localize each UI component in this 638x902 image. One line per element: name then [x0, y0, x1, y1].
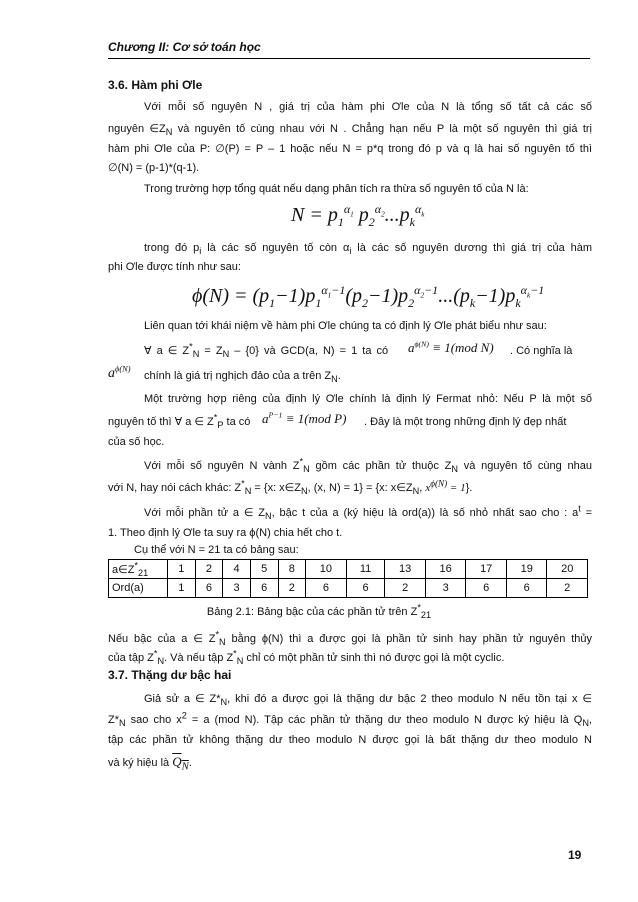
table-cell: 11 — [346, 560, 385, 579]
table-cell: 2 — [195, 560, 223, 579]
table-cell: 10 — [306, 560, 347, 579]
paragraph-line: Cụ thể với N = 21 ta có bảng sau: — [134, 544, 299, 556]
order-table — [108, 559, 588, 598]
paragraph-line: nguyên tố thì ∀ a ∈ $Z^*_P$ ta có — [108, 412, 251, 431]
paragraph-line: Với mỗi số nguyên N vành $Z^*_N$ gồm các phần tử thuộc $Z_N$ và nguyên tố cùng nhau — [144, 456, 593, 475]
header-rule — [108, 58, 590, 59]
table-cell: 3 — [425, 579, 466, 598]
running-header: Chương II: Cơ sở toán học — [108, 40, 261, 54]
paragraph-line: tập các phần tử không thặng dư theo modulo N được gọi là bất thặng dư theo modulo N — [108, 734, 592, 746]
table-cell: 6 — [250, 579, 278, 598]
table-cell: 1 — [168, 579, 196, 598]
paragraph-line: $Z*_N$ sao cho $x^2 = a$ (mod N). Tập các phần tử thặng dư theo modulo N được ký hiệu là $Q_N$, — [108, 710, 593, 729]
paragraph-line: ∀ a ∈ $Z^*_N = Z_N - \{0\}$ và GCD(a, N) = 1 ta có — [144, 341, 389, 360]
table-cell: 17 — [466, 560, 507, 579]
formula-fermat: $a^{P-1} \equiv 1(mod$ P) — [262, 410, 347, 426]
paragraph-line: Giả sử a ∈ $Z*_N$, khi đó a được gọi là thặng dư bậc 2 theo modulo N nếu tồn tại x ∈ — [144, 693, 592, 708]
paragraph-line: của số học. — [108, 436, 165, 448]
paragraph-line: 1. Theo định lý Ơle ta suy ra ϕ(N) chia hết cho t. — [108, 527, 343, 539]
table-row — [109, 579, 588, 598]
paragraph-line: phi Ơle được tính như sau: — [108, 261, 241, 273]
paragraph-line: ∅(N) = (p-1)*(q-1). — [108, 162, 200, 174]
table-cell: 6 — [466, 579, 507, 598]
table-cell: 20 — [547, 560, 588, 579]
table-caption: Bảng 2.1: Bảng bậc của các phần tử trên $Z^*_{21}$ — [206, 602, 432, 621]
table-cell: 13 — [385, 560, 426, 579]
table-row — [109, 560, 588, 579]
formula-phi: $\phi(N) = (p_1-1)p_1^{\alpha_1-1}(p_2-1)p_2^{\alpha_2-1}...(p_k-1)p_k^{\alpha_k-1}$ — [192, 283, 545, 310]
formula-euler: $a^{\phi(N)} \equiv 1(mod$ N) — [408, 339, 494, 355]
paragraph-line: Với mỗi phần tử a ∈ $Z_N$, bậc t của a (ký hiệu là ord(a)) là số nhỏ nhất sao cho : $a^t$ = — [144, 503, 592, 522]
table-row-label: Ord(a) — [109, 579, 168, 598]
table-cell: 6 — [346, 579, 385, 598]
table-cell: 4 — [223, 560, 251, 579]
table-cell: 5 — [250, 560, 278, 579]
paragraph-line: Với mỗi số nguyên N , giá trị của hàm phi Ơle của N là tổng số tất cả các số — [144, 101, 592, 113]
page-number: 19 — [568, 848, 582, 862]
paragraph-line: Liên quan tới khái niệm về hàm phi Ơle chúng ta có định lý Ơle phát biểu như sau: — [144, 320, 547, 332]
paragraph-line: hàm phi Ơle của P: ∅(P) = P – 1 hoặc nếu N = p*q trong đó p và q là hai số nguyên tố thì — [108, 143, 592, 155]
table-cell: 19 — [506, 560, 547, 579]
table-cell: 16 — [425, 560, 466, 579]
table-cell: 2 — [547, 579, 588, 598]
section-heading-3-6: 3.6. Hàm phi Ơle — [108, 78, 203, 92]
paragraph-line: và ký hiệu là $Q_N$. — [108, 754, 192, 773]
table-cell: 2 — [278, 579, 306, 598]
table-cell: 3 — [223, 579, 251, 598]
formula-inverse: $a^{\phi(N)}$ — [108, 364, 131, 381]
paragraph-line: . Đây là một trong những định lý đẹp nhất — [364, 416, 567, 428]
section-heading-3-7: 3.7. Thặng dư bậc hai — [108, 668, 232, 682]
formula-qbar: $Q_N$ — [172, 754, 189, 773]
paragraph-line: trong đó $p_i$ là các số nguyên tố còn $\alpha_i$ là các số nguyên dương thì giá trị của hàm — [144, 242, 592, 257]
paragraph-line: nguyên $\in Z_N$ và nguyên tố cùng nhau với N . Chẳng hạn nếu P là một số nguyên thì giá trị — [108, 123, 592, 138]
paragraph-line: chính là giá trị nghịch đảo của a trên $Z_N$. — [144, 370, 341, 385]
table-cell: 6 — [306, 579, 347, 598]
paragraph-line: với N, hay nói cách khác: $Z^*_N = \{x$: $x\in Z_N$, (x, N) = 1} = {x: $x\in Z_N$, $x^{\phi(N)} = 1$}. — [108, 478, 473, 497]
table-cell: 8 — [278, 560, 306, 579]
table-cell: 6 — [506, 579, 547, 598]
table-cell: 2 — [385, 579, 426, 598]
table-cell: 6 — [195, 579, 223, 598]
paragraph-line: . Có nghĩa là — [510, 345, 573, 357]
table-row-label: $a\in Z^*_{21}$ — [109, 560, 168, 579]
table-cell: 1 — [168, 560, 196, 579]
formula-prime-factorization: $N = p_1^{\alpha_1}$ $p_2^{\alpha_2}...p_k^{\alpha_k}$ — [291, 202, 425, 229]
paragraph-line: Một trường hợp riêng của định lý Ơle chính là định lý Fermat nhỏ: Nếu P là một số — [144, 393, 592, 405]
paragraph-line: Trong trường hợp tổng quát nếu dạng phân tích ra thừa số nguyên tố của N là: — [144, 183, 529, 195]
paragraph-line: của tập $Z^*_N$. Và nếu tập $Z^*_N$ chỉ có một phần tử sinh thì nó được gọi là một cyclic. — [108, 648, 505, 667]
paragraph-line: Nếu bậc của a ∈ $Z^*_N$ bằng ϕ(N) thì a được gọi là phần tử sinh hay phần tử nguyên thủy — [108, 629, 592, 648]
